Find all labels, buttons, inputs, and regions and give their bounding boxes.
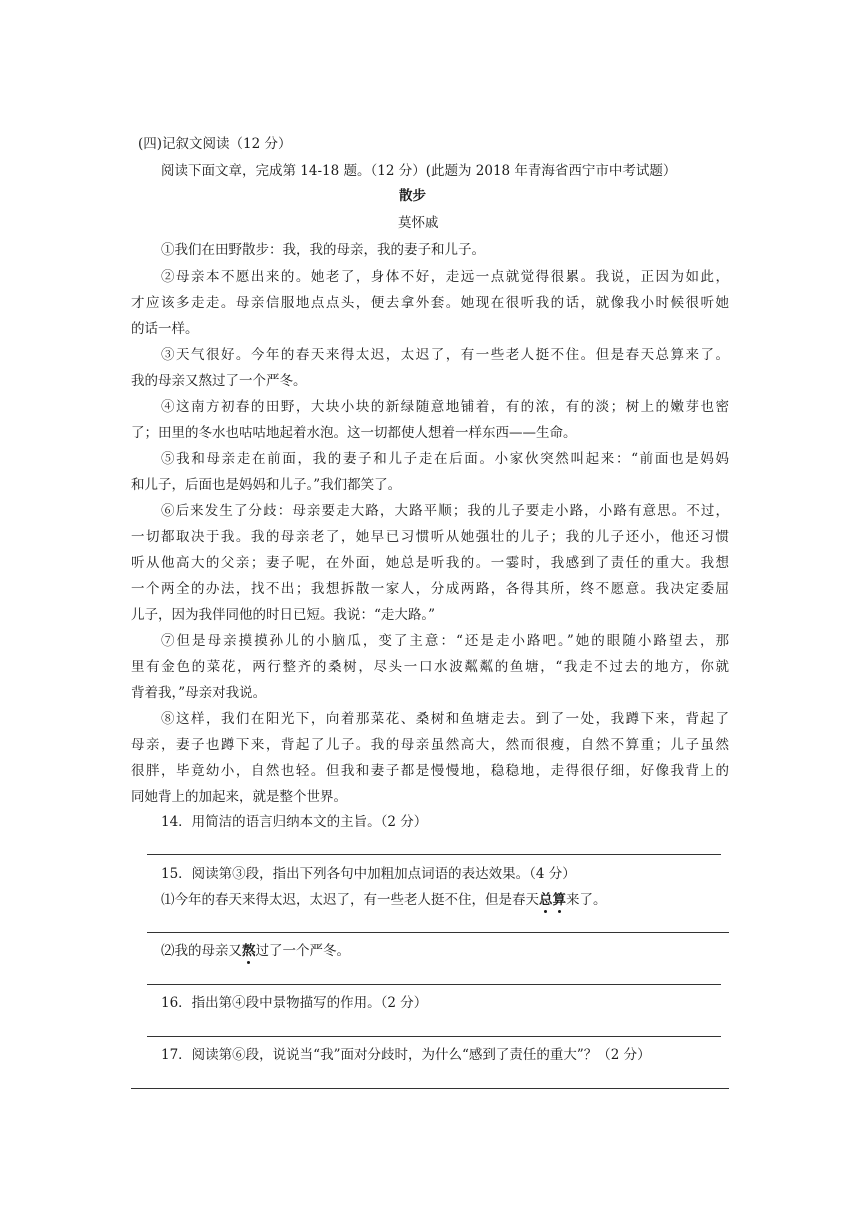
paragraph-1-line: ①我们在田野散步：我，我的母亲，我的妻子和儿子。 [161,242,485,258]
paragraph-7-line: 里有金色的菜花，两行整齐的桑树，尽头一口水波粼粼的鱼塘，“我走不过去的地方，你就 [131,659,729,675]
article-author: 莫怀戚 [398,215,439,231]
paragraph-6-line: 一个两全的办法，找不出；我想拆散一家人，分成两路，各得其所，终不愿意。我决定委屈 [131,581,729,597]
paragraph-2-line: ②母亲本不愿出来的。她老了，身体不好，走远一点就觉得很累。我说，正因为如此， [161,269,729,285]
question-15-item-1-text: ⑴今年的春天来得太迟，太迟了，有一些老人挺不住，但是春天 [161,892,539,908]
question-15: 15．阅读第③段，指出下列各句中加粗加点词语的表达效果。（4 分） [161,866,576,882]
paragraph-6-line: 一切都取决于我。我的母亲老了，她早已习惯听从她强壮的儿子；我的儿子还小，他还习惯 [131,529,729,545]
question-17: 17．阅读第⑥段，说说当“我”面对分歧时，为什么“感到了责任的重大”？（2 分） [161,1047,651,1063]
paragraph-2-line: 的话一样。 [131,321,199,337]
emphasized-word: 熬 [242,943,256,959]
answer-line [147,984,721,985]
paragraph-8-line: 同她背上的加起来，就是整个世界。 [131,789,347,805]
question-15-item-2-text: ⑵我的母亲又 [161,943,242,959]
question-16: 16．指出第④段中景物描写的作用。（2 分） [161,995,428,1011]
paragraph-8-line: ⑧这样，我们在阳光下，向着那菜花、桑树和鱼塘走去。到了一处，我蹲下来，背起了 [161,711,729,727]
paragraph-8-line: 很胖，毕竟幼小，自然也轻。但我和妻子都是慢慢地，稳稳地，走得很仔细，好像我背上的 [131,763,729,779]
paragraph-2-line: 才应该多走走。母亲信服地点点头，便去拿外套。她现在很听我的话，就像我小时候很听她 [131,295,729,311]
answer-line [147,854,721,855]
question-15-item-2 [161,941,350,961]
paragraph-3-line: ③天气很好。今年的春天来得太迟，太迟了，有一些老人挺不住。但是春天总算来了。 [161,347,729,363]
emphasized-word: 总 [539,892,553,908]
instruction: 阅读下面文章，完成第 14-18 题。（12 分）(此题为 2018 年青海省西宁市中考试题） [161,163,677,179]
answer-line [147,932,729,933]
answer-line [147,1036,721,1037]
emphasized-word: 算 [552,892,566,908]
paragraph-5-line: 和儿子，后面也是妈妈和儿子。”我们都笑了。 [131,477,402,493]
answer-line [131,1088,729,1089]
paragraph-3-line: 我的母亲又熬过了一个严冬。 [131,373,307,389]
paragraph-6-line: 儿子，因为我伴同他的时日已短。我说：“走大路。” [131,607,436,623]
article-title: 散步 [399,188,426,204]
paragraph-4-line: ④这南方初春的田野，大块小块的新绿随意地铺着，有的浓，有的淡；树上的嫩芽也密 [161,399,729,415]
paragraph-8-line: 母亲，妻子也蹲下来，背起了儿子。我的母亲虽然高大，然而很瘦，自然不算重；儿子虽然 [131,737,729,753]
paragraph-7-line: ⑦但是母亲摸摸孙儿的小脑瓜，变了主意：“还是走小路吧。”她的眼随小路望去，那 [161,633,729,649]
paragraph-4-line: 了；田里的冬水也咕咕地起着水泡。这一切都使人想着一样东西——生命。 [131,425,577,441]
question-15-item-1-text: 来了。 [566,892,607,908]
question-14: 14．用简洁的语言归纳本文的主旨。（2 分） [161,814,428,830]
paragraph-6-line: ⑥后来发生了分歧：母亲要走大路，大路平顺；我的儿子要走小路，小路有意思。不过， [161,503,729,519]
paragraph-5-line: ⑤我和母亲走在前面，我的妻子和儿子走在后面。小家伙突然叫起来：“前面也是妈妈 [161,451,729,467]
question-15-item-1 [161,890,607,910]
paragraph-6-line: 听从他高大的父亲；妻子呢，在外面，她总是听我的。一霎时，我感到了责任的重大。我想 [131,555,729,571]
section-heading: (四)记叙文阅读（12 分） [138,136,292,152]
question-15-item-2-text: 过了一个严冬。 [255,943,350,959]
paragraph-7-line: 背着我，”母亲对我说。 [131,685,267,701]
